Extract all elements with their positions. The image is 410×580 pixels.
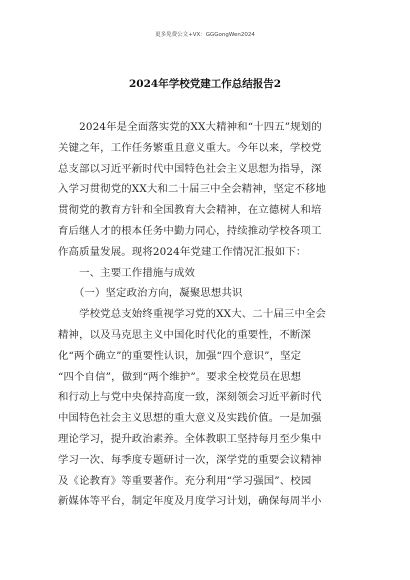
body-line: 总支部以习近平新时代中国特色社会主义思想为指导，深	[58, 162, 322, 175]
body-line: 学校党总支始终重视学习党的XX大、二十届三中全会	[58, 308, 327, 321]
document-title: 2024年学校党建工作总结报告2	[128, 78, 282, 90]
body-line: 入学习贯彻党的XX大和二十届三中全会精神，坚定不移地	[58, 183, 327, 196]
section-heading: 一、主要工作措施与成效	[58, 266, 196, 279]
body-line: 精神，以及马克思主义中国化时代化的重要性，不断深	[58, 328, 311, 341]
document-body	[58, 117, 354, 512]
body-line: “四个自信”，做到“两个维护”。要求全校党员在思想	[58, 370, 302, 383]
body-line: 和行动上与党中央保持高度一致，深刻领会习近平新时代	[58, 391, 322, 404]
body-line: 新媒体等平台，制定年度及月度学习计划，确保每周半小	[58, 495, 322, 508]
body-line: 2024年是全面落实党的XX大精神和“十四五”规划的	[58, 121, 322, 133]
subsection-heading: （一）坚定政治方向，凝聚思想共识	[58, 287, 243, 300]
body-line: 学习一次、每季度专题研讨一次，深学党的重要会议精神	[58, 453, 322, 466]
body-line: 理论学习，提升政治素养。全体教职工坚持每月至少集中	[58, 432, 322, 445]
body-line: 化“两个确立”的重要性认识，加强“四个意识”，坚定	[58, 349, 302, 362]
body-line: 育后继人才的根本任务中勤力同心，持续推动学校各项工	[58, 224, 322, 237]
body-line: 及《论教育》等重要著作。充分利用“学习强国”、校园	[58, 474, 312, 487]
body-line: 中国特色社会主义思想的重大意义及实践价值。一是加强	[58, 412, 322, 425]
body-line: 关键之年，工作任务繁重且意义重大。今年以来，学校党	[58, 141, 322, 154]
body-line: 贯彻党的教育方针和全国教育大会精神，在立德树人和培	[58, 204, 322, 217]
page-header: 更多免费公文+VX：GGGongWen2024	[155, 32, 255, 38]
body-line: 作高质量发展。现将2024年党建工作情况汇报如下：	[58, 245, 307, 258]
